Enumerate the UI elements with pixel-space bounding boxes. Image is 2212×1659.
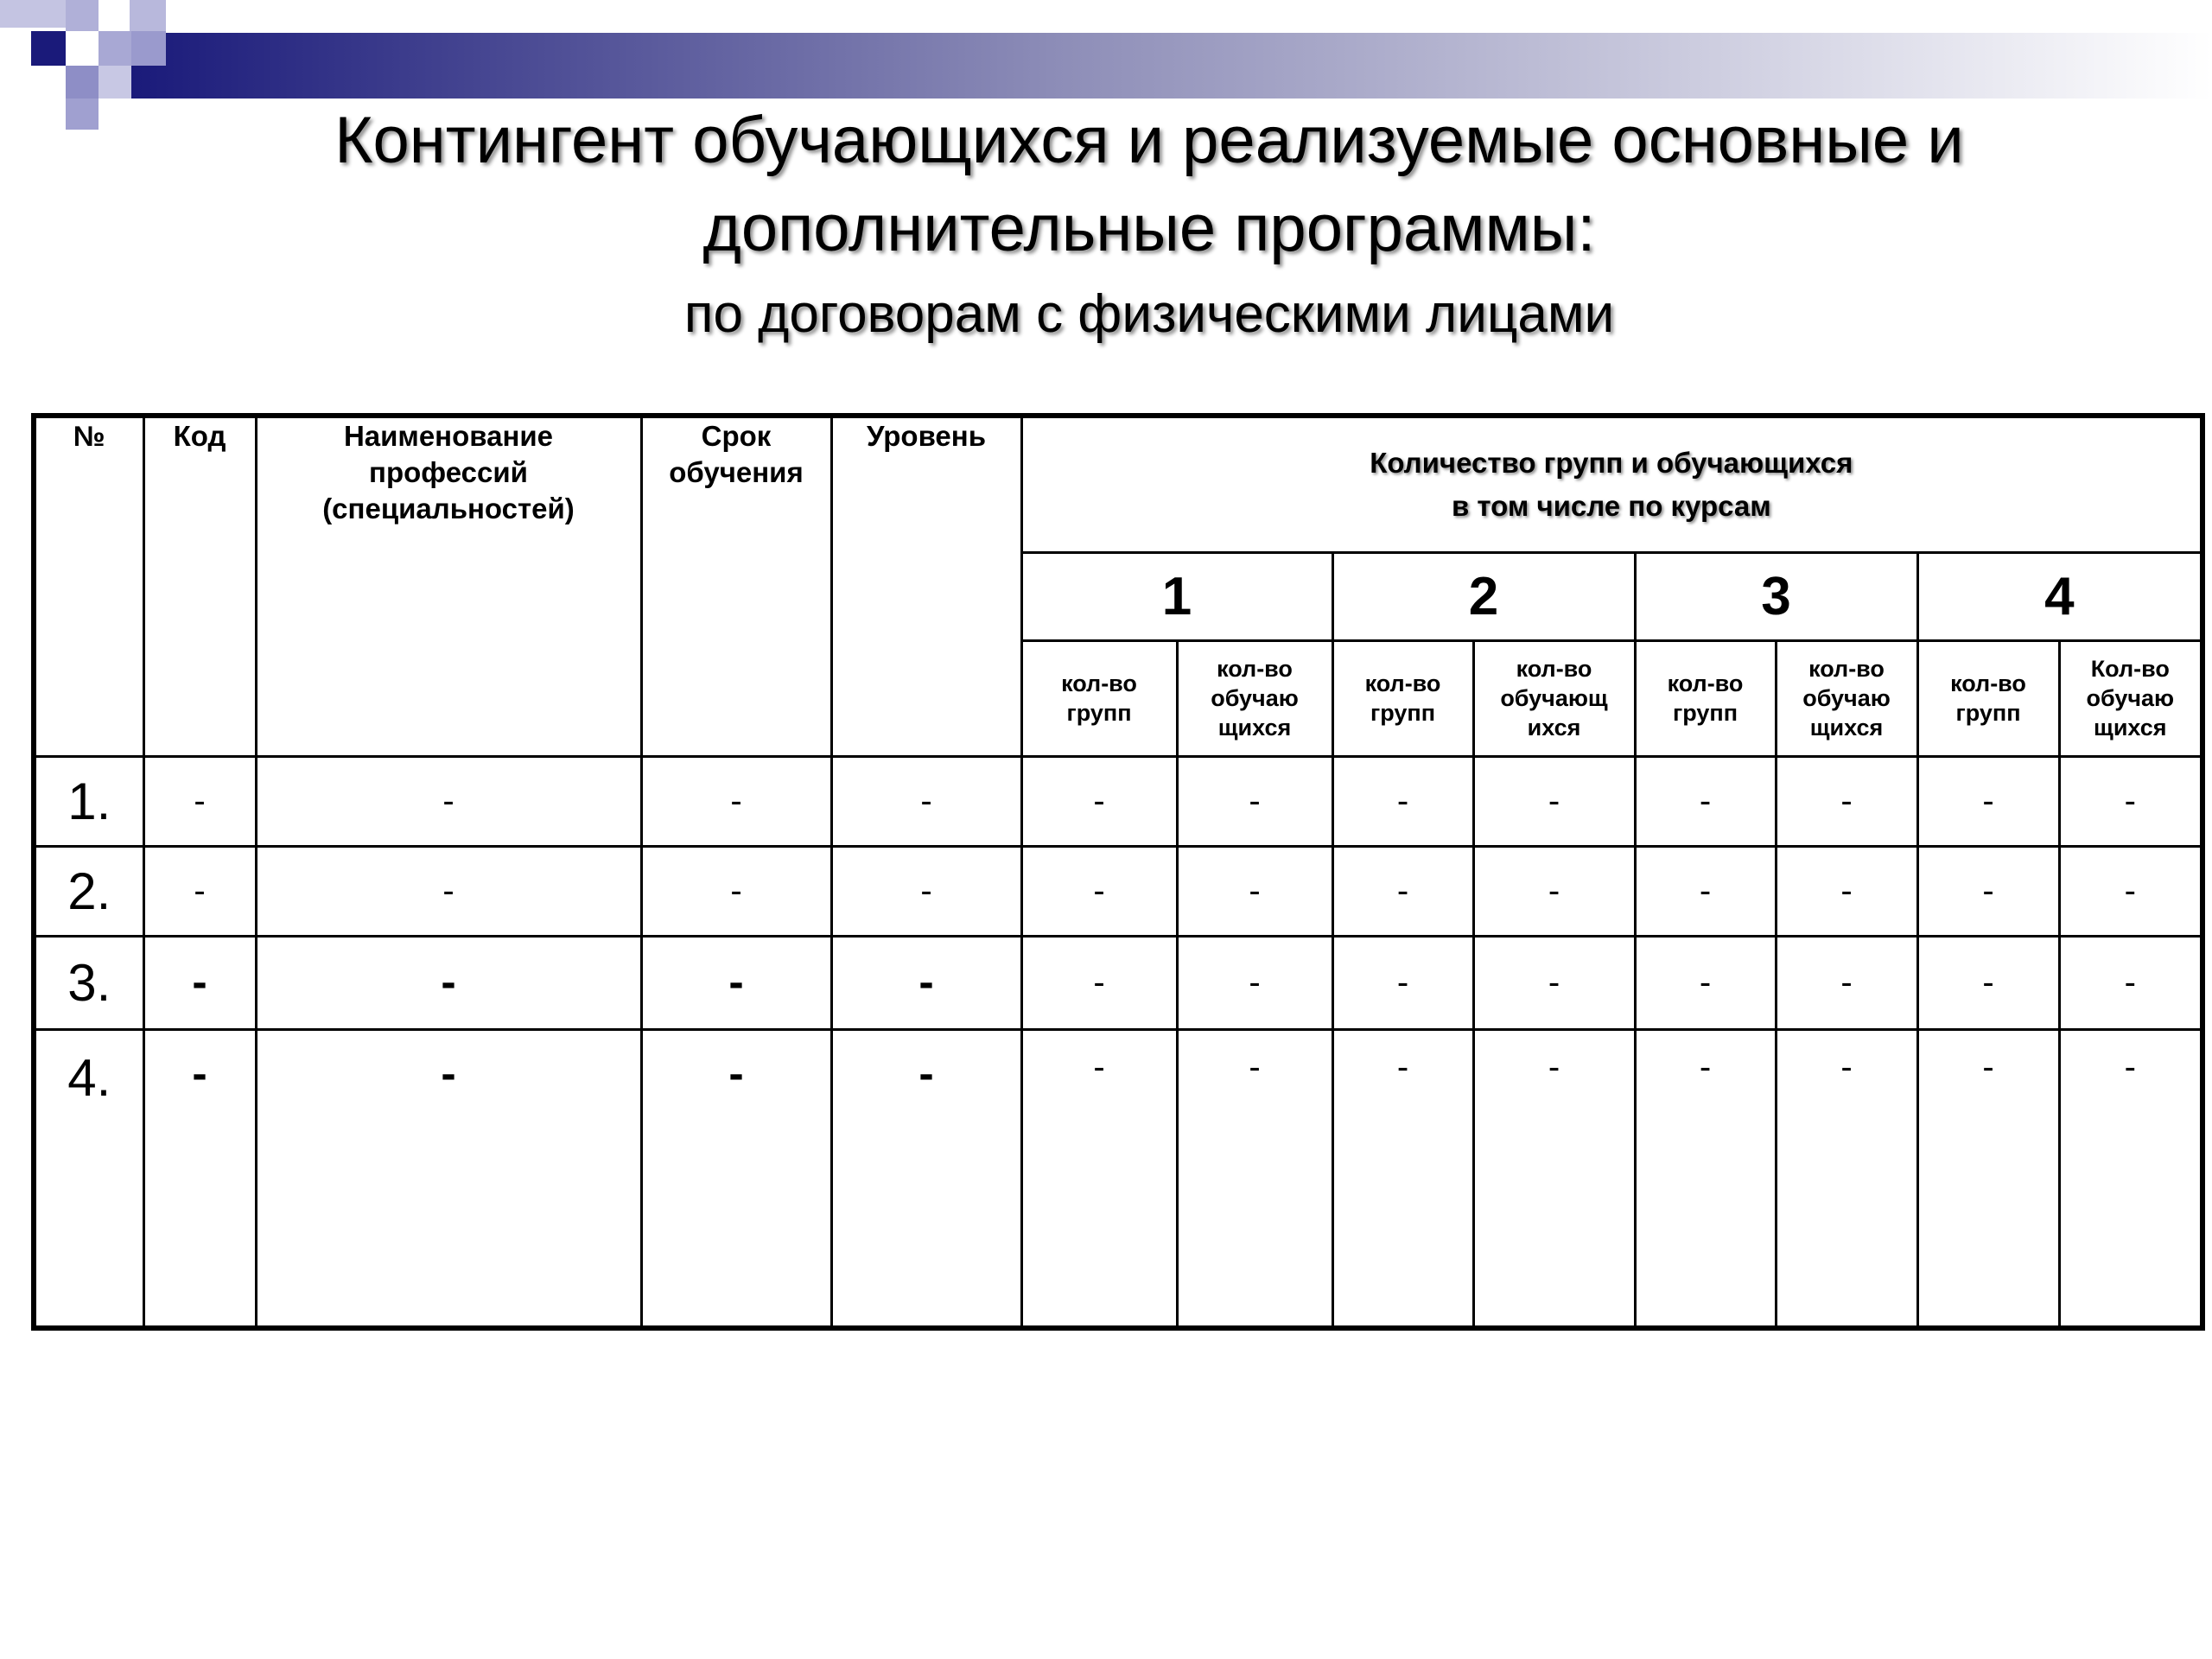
table-row — [34, 1029, 2202, 1328]
table-cell: - — [1473, 756, 1635, 846]
table-cell: - — [641, 756, 831, 846]
gradient-bar — [130, 33, 2212, 99]
header-sub-line: кол-во — [1364, 671, 1441, 696]
table-cell: - — [1177, 1029, 1332, 1328]
deco-square — [0, 0, 66, 28]
header-sub-line: групп — [1955, 700, 2021, 726]
table-cell: - — [2059, 1029, 2202, 1328]
header-sub-line: кол-во — [1950, 671, 2026, 696]
deco-square — [66, 99, 99, 130]
header-sub-5 — [1635, 640, 1776, 756]
table-cell: - — [641, 936, 831, 1029]
header-sub-8 — [2059, 640, 2202, 756]
table-row — [34, 846, 2202, 936]
header-sub-line: щихся — [1217, 715, 1292, 741]
header-sub-line: обучающ — [1500, 685, 1608, 711]
table-cell: - — [2059, 756, 2202, 846]
header-sub-line: кол-во — [1667, 671, 1744, 696]
table-cell: - — [1332, 846, 1473, 936]
table-cell: - — [1917, 1029, 2059, 1328]
header-level: Уровень — [831, 416, 1021, 756]
header-term-line: обучения — [669, 456, 804, 488]
header-name-line: Наименование — [343, 420, 554, 452]
contingent-table — [31, 413, 2205, 1331]
deco-square — [130, 0, 166, 31]
table-cell: - — [831, 756, 1021, 846]
table-cell: - — [143, 846, 256, 936]
header-sub-line: обучаю — [1802, 685, 1891, 711]
row-number: 1. — [34, 756, 143, 846]
table-cell: - — [1021, 1029, 1177, 1328]
table-cell: - — [641, 846, 831, 936]
table-cell: - — [1021, 846, 1177, 936]
deco-square — [31, 31, 66, 66]
header-groups-line: в том числе по курсам — [1451, 489, 1771, 522]
table-row — [34, 936, 2202, 1029]
table-cell: - — [1635, 1029, 1776, 1328]
table-cell: - — [1473, 846, 1635, 936]
table-row — [34, 756, 2202, 846]
title-line-2: дополнительные программы: — [702, 192, 1596, 265]
table-cell: - — [1332, 756, 1473, 846]
header-code: Код — [143, 416, 256, 756]
header-name-line: (специальностей) — [322, 493, 575, 524]
header-groups — [1021, 416, 2202, 552]
row-number: 3. — [34, 936, 143, 1029]
header-sub-line: щихся — [1809, 715, 1884, 741]
table-cell: - — [831, 936, 1021, 1029]
header-num: № — [34, 416, 143, 756]
header-sub-line: ихся — [1527, 715, 1581, 741]
table-cell: - — [256, 1029, 641, 1328]
table-cell: - — [1177, 846, 1332, 936]
header-sub-3 — [1332, 640, 1473, 756]
deco-square — [99, 31, 131, 66]
table-cell: - — [256, 846, 641, 936]
header-sub-line: кол-во — [1516, 656, 1592, 682]
header-term — [641, 416, 831, 756]
header-name-line: профессий — [369, 456, 528, 488]
table-cell: - — [1917, 756, 2059, 846]
header-course-1: 1 — [1021, 552, 1332, 640]
header-sub-2 — [1177, 640, 1332, 756]
table-cell: - — [1177, 936, 1332, 1029]
header-sub-line: групп — [1066, 700, 1132, 726]
table-cell: - — [1332, 936, 1473, 1029]
header-course-4: 4 — [1917, 552, 2202, 640]
header-course-2: 2 — [1332, 552, 1635, 640]
table-cell: - — [256, 936, 641, 1029]
table-cell: - — [143, 1029, 256, 1328]
table-cell: - — [1635, 846, 1776, 936]
table-cell: - — [831, 1029, 1021, 1328]
header-sub-line: щихся — [2094, 715, 2167, 741]
header-course-3: 3 — [1635, 552, 1917, 640]
subtitle: по договорам с физическими лицами — [683, 284, 1615, 344]
header-term-line: Срок — [701, 420, 772, 452]
table-cell: - — [256, 756, 641, 846]
deco-square — [66, 66, 99, 99]
table-cell: - — [1917, 846, 2059, 936]
table-cell: - — [1776, 1029, 1917, 1328]
header-name — [256, 416, 641, 756]
table-cell: - — [143, 756, 256, 846]
deco-square — [131, 31, 166, 66]
header-sub-line: обучаю — [2086, 685, 2175, 711]
header-sub-line: обучаю — [1211, 685, 1299, 711]
table-cell: - — [641, 1029, 831, 1328]
header-sub-line: кол-во — [1808, 656, 1885, 682]
deco-square — [66, 0, 99, 31]
table-cell: - — [1332, 1029, 1473, 1328]
table-cell: - — [1473, 1029, 1635, 1328]
header-sub-7 — [1917, 640, 2059, 756]
table-cell: - — [1021, 936, 1177, 1029]
header-sub-line: кол-во — [1061, 671, 1137, 696]
header-sub-4 — [1473, 640, 1635, 756]
header-groups-line: Количество групп и обучающихся — [1370, 446, 1853, 479]
title-line-1: Контингент обучающихся и реализуемые основные и — [334, 104, 1964, 177]
header-sub-line: групп — [1672, 700, 1738, 726]
table-cell: - — [1776, 756, 1917, 846]
table-cell: - — [1473, 936, 1635, 1029]
table-cell: - — [1635, 936, 1776, 1029]
header-sub-line: кол-во — [1217, 656, 1293, 682]
table-cell: - — [1635, 756, 1776, 846]
row-number: 2. — [34, 846, 143, 936]
header-sub-line: Кол-во — [2090, 656, 2170, 682]
table-cell: - — [2059, 846, 2202, 936]
table-cell: - — [1177, 756, 1332, 846]
slide-title — [156, 97, 2143, 356]
row-number: 4. — [34, 1029, 143, 1328]
table-cell: - — [1021, 756, 1177, 846]
table-cell: - — [831, 846, 1021, 936]
header-sub-1 — [1021, 640, 1177, 756]
table-cell: - — [1917, 936, 2059, 1029]
deco-square — [99, 66, 131, 99]
table-cell: - — [2059, 936, 2202, 1029]
table-cell: - — [1776, 846, 1917, 936]
table-cell: - — [1776, 936, 1917, 1029]
header-sub-line: групп — [1370, 700, 1435, 726]
table-cell: - — [143, 936, 256, 1029]
header-sub-6 — [1776, 640, 1917, 756]
